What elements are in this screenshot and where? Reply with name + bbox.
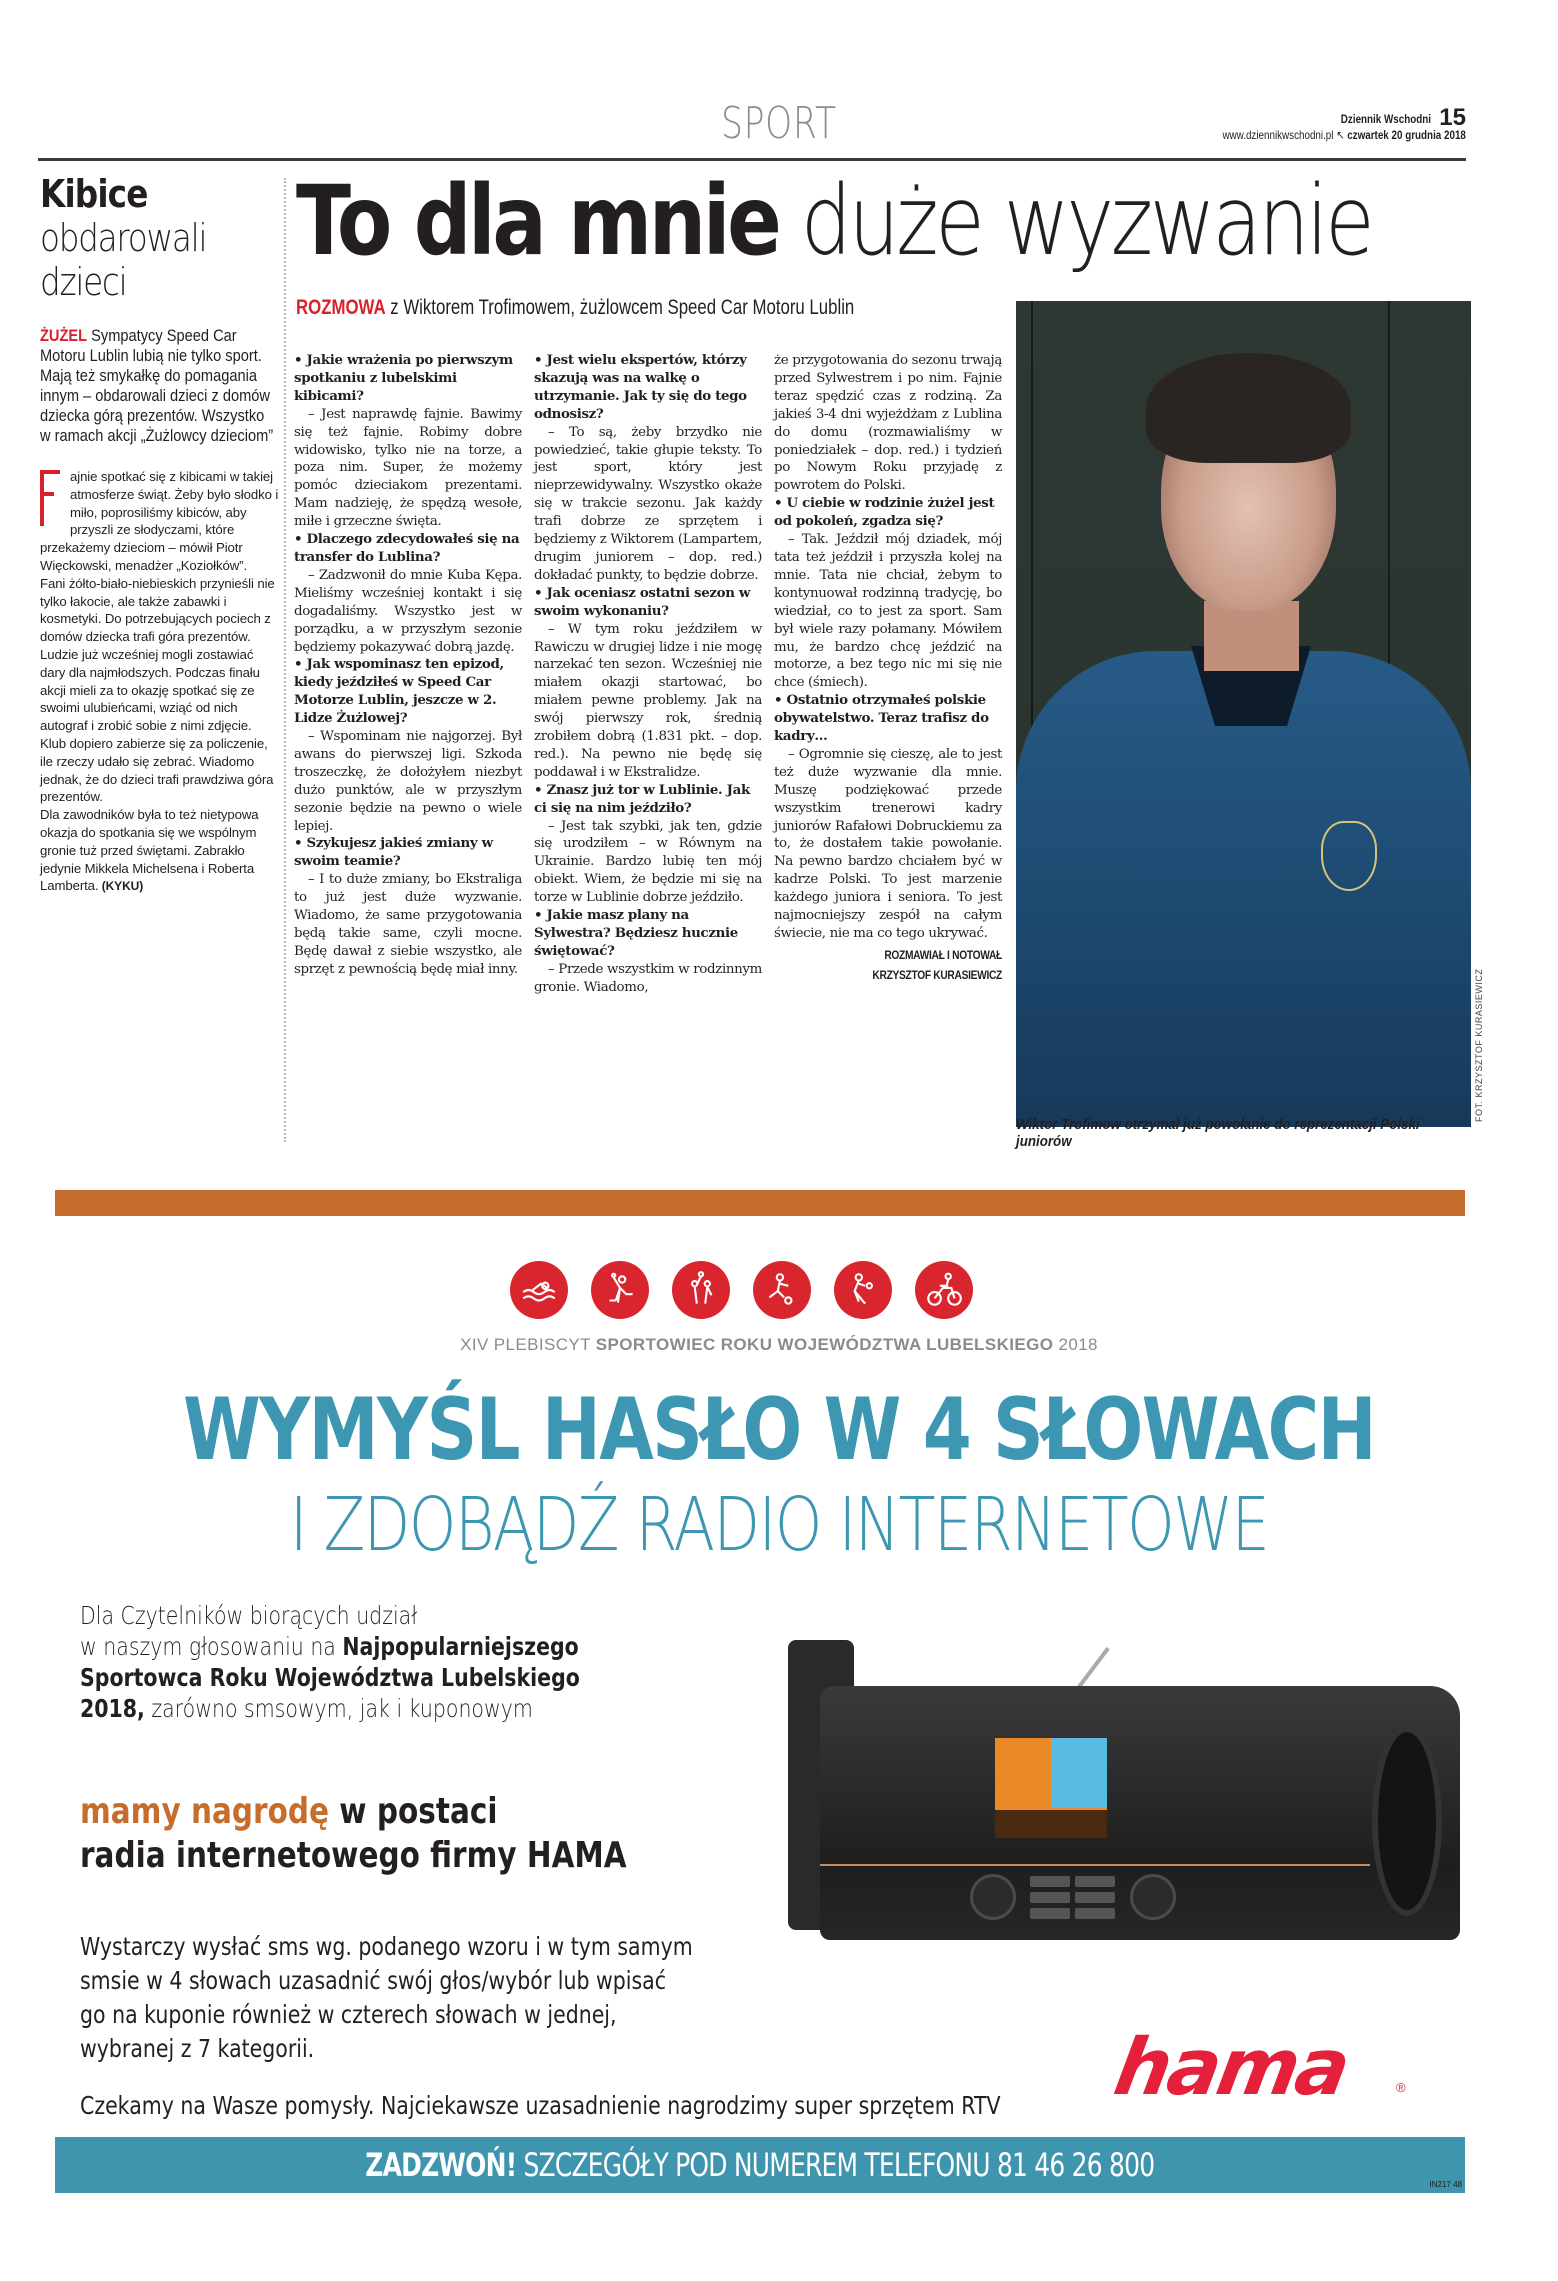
answer: – Jest tak szybki, jak ten, gdzie się urodziłem – w Równym na Ukrainie. Bardzo lubię ten mój obiekt. Wiem, że będzie mi się na torze w Lublinie dobrze jeździło.	[534, 818, 762, 906]
side-title-light-1: obdarowali	[40, 216, 207, 260]
side-title-bold: Kibice	[40, 172, 148, 216]
ad-prize	[80, 1790, 627, 1878]
question: • Szykujesz jakieś zmiany w swoim teamie?	[294, 835, 493, 870]
photo-credit: FOT. KRZYSZTOF KURASIEWICZ	[1474, 968, 1484, 1122]
instruction-line: Wystarczy wysłać sms wg. podanego wzoru i w tym samym	[80, 1932, 693, 1961]
question: • U ciebie w rodzinie żużel jest od pokoleń, zgadza się?	[774, 495, 995, 530]
interview-column-2	[534, 352, 762, 997]
issue-date: czwartek 20 grudnia 2018	[1347, 128, 1466, 142]
plebiscite-name: SPORTOWIEC ROKU WOJEWÓDZTWA LUBELSKIEGO	[595, 1335, 1054, 1354]
question: • Jak wspominasz ten epizod, kiedy jeździłeś w Speed Car Motorze Lublin, jeszcze w 2. Lidze Żużlowej?	[294, 656, 504, 727]
answer-continued: że przygotowania do sezonu trwają przed Sylwestrem i po nim. Fajnie teraz spędzić czas z rodziną. Za jakieś 3-4 dni wyjeżdżam z Lublina do domu (rozmawialiśmy w poniedziałek – dop. red.) i tydzień po Nowym Roku przyjadę z powrotem do Polski.	[774, 353, 1002, 494]
plebiscite-prefix: XIV PLEBISCYT	[460, 1335, 596, 1354]
side-signature: (KYKU)	[98, 879, 144, 894]
instruction-line: smsie w 4 słowach uzasadnić swój głos/wybór lub wpisać	[80, 1966, 666, 1995]
answer: – To są, żeby brzydko nie powiedzieć, takie głupie teksty. To jest sport, który jest nieprzewidywalny. Wszystko okaże się w trakcie sezonu. Jak każdy trafi dobrze ze sprzętem i będziemy z Wiktorem (Lampartem, drugim juniorem – dop. red.) dokładać punkty, to będzie dobrze.	[534, 424, 762, 583]
page-number: 15	[1439, 104, 1466, 131]
prize-text: radia internetowego firmy HAMA	[80, 1835, 627, 1876]
registered-mark: ®	[1396, 2080, 1406, 2095]
side-lead	[40, 326, 277, 446]
answer: – Jest naprawdę fajnie. Bawimy się też fajnie. Robimy dobre widowisko, tylko nie na torze, a poza nim. Super, że możemy pomóc dzieciakom prezentami. Mam nadzieję, że spędzą wesołe, miłe i grzeczne święta.	[294, 406, 522, 530]
answer: – Wspominam nie najgorzej. Był awans do pierwszej ligi. Szkoda troszeczkę, że dołożyłem niezbyt dużo punktów, ale w przyszłym sezonie będzie na pewno o wiele lepiej.	[294, 729, 522, 834]
separator-bar	[55, 1190, 1465, 1216]
answer: – I to duże zmiany, bo Ekstraliga to już jest duże wyzwanie. Wiadomo, że same przygotowania będą takie same, czyli mocne. Będę dawał z siebie wszystko, ale sprzęt z pewnością będę miał inny.	[294, 872, 522, 977]
ad-closing: Czekamy na Wasze pomysły. Najciekawsze uzasadnienie nagrodzimy super sprzętem RTV	[80, 2091, 1001, 2120]
article-title-light: duże wyzwanie	[778, 165, 1372, 277]
radio-buttons	[1030, 1876, 1115, 1919]
section-title: SPORT	[721, 98, 837, 149]
interview-column-1	[294, 352, 522, 979]
navigate-knob	[1130, 1874, 1176, 1920]
radio-product-image	[780, 1620, 1460, 1940]
article-title	[296, 166, 1371, 276]
article-subtitle	[296, 296, 854, 320]
question: • Jakie wrażenia po pierwszym spotkaniu z lubelskimi kibicami?	[294, 352, 513, 404]
motor-lublin-logo-icon	[1321, 821, 1377, 891]
radio-body	[820, 1686, 1460, 1940]
cta-text: SZCZEGÓŁY POD NUMEREM TELEFONU 81 46 26 800	[516, 2146, 1155, 2184]
question: • Dlaczego zdecydowałeś się na transfer do Lublina?	[294, 531, 520, 565]
ad-intro-line: w naszym głosowaniu na	[80, 1632, 343, 1661]
instruction-line: wybranej z 7 kategorii.	[80, 2034, 315, 2063]
plebiscite-label	[0, 1335, 1558, 1355]
question: • Jest wielu ekspertów, którzy skazują was na walkę o utrzymanie. Jak ty się do tego odnosisz?	[534, 352, 747, 422]
ad-code: IN217 48	[1429, 2180, 1462, 2189]
masthead-info	[1169, 104, 1466, 142]
side-lead-text: Sympatycy Speed Car Motoru Lublin lubią nie tylko sport. Mają też smykałkę do pomagania innym – obdarowali dzieci z domów dziecka górą prezentów. Wszystko w ramach akcji „Żużlowcy dzieciom”	[40, 326, 274, 445]
speaker	[1372, 1726, 1442, 1916]
volleyball-icon	[834, 1261, 892, 1319]
byline-1: ROZMAWIAŁ I NOTOWAŁ	[884, 947, 1002, 962]
paper-name: Dziennik Wschodni	[1340, 112, 1431, 126]
ad-intro-bold: 2018,	[80, 1694, 145, 1723]
football-icon	[753, 1261, 811, 1319]
plebiscite-year: 2018	[1053, 1335, 1098, 1354]
cta-banner	[55, 2137, 1465, 2193]
ad-instructions	[80, 1930, 693, 2066]
answer: – Zadzwonił do mnie Kuba Kępa. Mieliśmy wcześniej kontakt i się dogadaliśmy. Wszystko jest w porządku, a w przyszłym sezonie będziemy pokazywać dobrą jazdę.	[294, 567, 522, 655]
prize-accent: mamy nagrodę	[80, 1791, 330, 1832]
side-article	[40, 172, 280, 896]
instruction-line: go na kuponie również w czterech słowach w jednej,	[80, 2000, 617, 2029]
basketball-icon	[672, 1261, 730, 1319]
sport-icons	[510, 1261, 973, 1319]
answer: – Przede wszystkim w rodzinnym gronie. Wiadomo,	[534, 961, 762, 995]
interview-column-3	[774, 352, 1002, 985]
handball-icon	[591, 1261, 649, 1319]
header-rule	[38, 158, 1466, 161]
question: • Znasz już tor w Lublinie. Jak ci się na nim jeździło?	[534, 781, 750, 816]
side-lead-kicker: ŻUŻEL	[40, 326, 88, 345]
photo-caption: Wiktor Trofimow otrzymał już powołanie do reprezentacji Polski juniorów	[1016, 1117, 1420, 1150]
side-body-p4: Dla zawodników była to też nietypowa okazja do spotkania się we wspólnym gronie tuż przed świętami. Zabrakło jedynie Mikkela Michelsena i Roberta Lamberta.	[40, 807, 259, 894]
answer: – W tym roku jeździłem w Rawiczu w drugiej lidze i nie mogę narzekać ten sezon. Wcześniej nie miałem okazji startować, bo miałem pewne problemy. Jak na swój pierwszy rok, średnią zrobiłem dobrą (1.831 pkt. – dop. red.). Na pewno nie będę się poddawał i w Ekstralidze.	[534, 621, 762, 780]
ad-headline-1: WYMYŚL HASŁO W 4 SŁOWACH	[182, 1380, 1376, 1480]
ad-intro-bold: Sportowca Roku Województwa Lubelskiego	[80, 1663, 580, 1692]
question: • Jakie masz plany na Sylwestra? Będziesz hucznie świętować?	[534, 907, 738, 959]
hama-logo: hama	[1108, 2023, 1355, 2113]
question: • Jak oceniasz ostatni sezon w swoim wykonaniu?	[534, 584, 751, 619]
cycling-icon	[915, 1261, 973, 1319]
side-body-p3: Klub dopiero zabierze się za policzenie, ile rzeczy udało się zebrać. Wiadomo jednak, że do dzieci trafi prawdziwa góra prezentów.	[40, 735, 274, 805]
prize-text: w postaci	[329, 1791, 498, 1832]
player-photo	[1016, 301, 1471, 1127]
volume-knob	[970, 1874, 1016, 1920]
subtitle-text: z Wiktorem Trofimowem, żużlowcem Speed Car Motoru Lublin	[385, 296, 855, 319]
subtitle-kicker: ROZMOWA	[296, 296, 386, 319]
ad-intro-line: zarówno smsowym, jak i kuponowym	[144, 1694, 533, 1723]
side-title-light-2: dzieci	[40, 260, 127, 304]
side-body-first: ajnie spotkać się z kibicami w takiej atmosferze świąt. Żeby było słodko i miło, poprosiliśmy kibiców, aby przyszli ze słodyczami, które przekażemy dzieciom – mówił Piotr Więckowski, menadżer „Koziołków”.	[40, 469, 279, 573]
ad-intro-bold: Najpopularniejszego	[342, 1632, 579, 1661]
answer: – Ogromnie się cieszę, ale to jest też duże wyzwanie dla mnie. Muszę podziękować przede wszystkim trenerowi kadry juniorów Rafałowi Dobruckiemu za to, że dostałem takie powołanie. Na pewno bardzo chciałem być w kadrze Polski. To jest marzenie każdego juniora i seniora. To jest najmocniejszy zespół na całym świecie, nie ma co tego ukrywać.	[774, 746, 1002, 941]
ad-headline-2: I ZDOBĄDŹ RADIO INTERNETOWE	[289, 1482, 1269, 1568]
column-divider	[284, 178, 286, 1142]
article-title-bold: To dla mnie	[296, 165, 779, 277]
radio-screen	[995, 1738, 1107, 1838]
side-body	[40, 468, 280, 896]
byline-2: KRZYSZTOF KURASIEWICZ	[872, 967, 1002, 982]
side-body-p2: Fani żółto-biało-niebieskich przynieśli nie tylko łakocie, ale także zabawki i kosmetyki. Do potrzebujących pociech z domów dziecka trafi góra prezentów. Ludzie już wcześniej mogli zostawiać dary dla najmłodszych. Podczas finału akcji mieli za to okazję spotkać się ze swoimi ulubieńcami, wziąć od nich autograf i zrobić sobie z nimi zdjęcie.	[40, 575, 275, 734]
cursor-icon: ↖	[1336, 128, 1345, 142]
swimming-icon	[510, 1261, 568, 1319]
answer: – Tak. Jeździł mój dziadek, mój tata też jeździł i przyszła kolej na mnie. Tata nie chciał, żebym to kontynuował rodzinną tradycję, bo wiedział, co to jest za sport. Sam był wiele razy połamany. Mówiłem mu, że bardzo chcę jeździć na motorze, a bez tego nic mi się nie chce (śmiech).	[774, 532, 1002, 691]
ad-intro	[80, 1600, 580, 1724]
website-link[interactable]: www.dziennikwschodni.pl	[1222, 128, 1334, 142]
ad-intro-line: Dla Czytelników biorących udział	[80, 1601, 418, 1630]
question: • Ostatnio otrzymałeś polskie obywatelstwo. Teraz trafisz do kadry…	[774, 692, 989, 745]
dropcap-f	[40, 470, 64, 526]
cta-bold: ZADZWOŃ!	[365, 2146, 517, 2184]
